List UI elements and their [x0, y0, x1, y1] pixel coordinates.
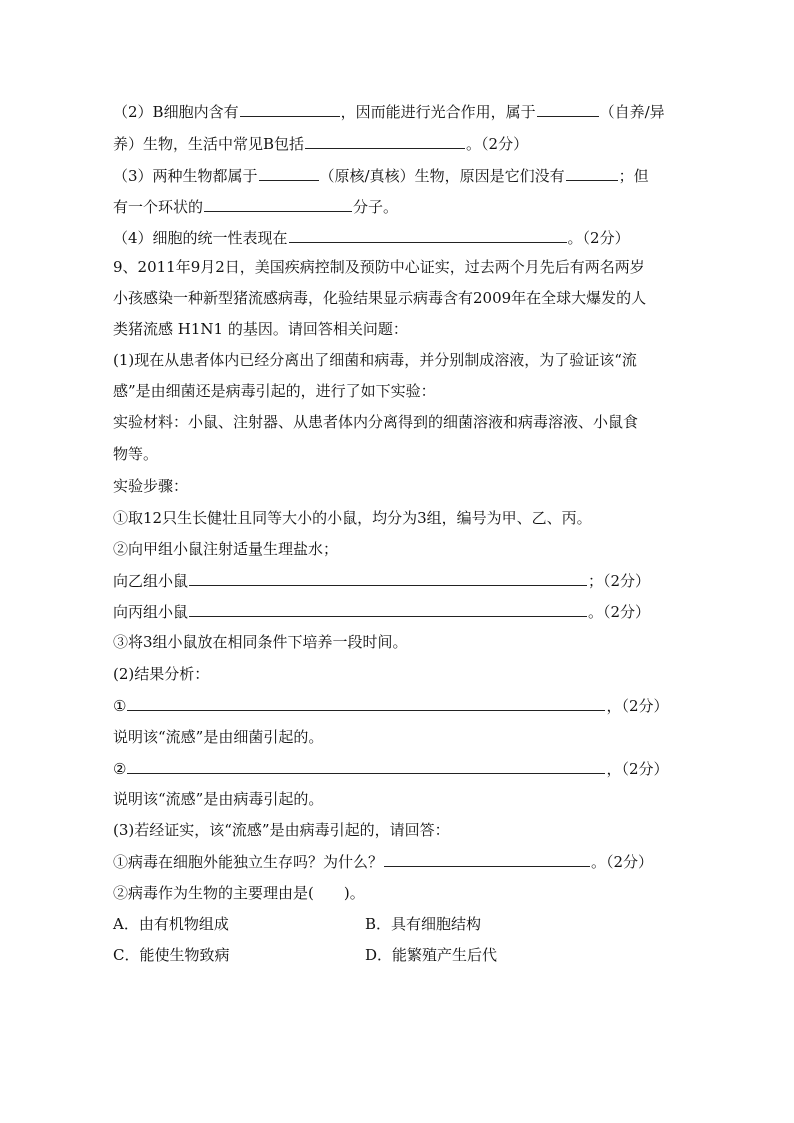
- q9-step-1: ①取12只生长健壮且同等大小的小鼠，均分为3组，编号为甲、乙、丙。: [113, 509, 592, 527]
- q9-part3-q2: ②病毒作为生物的主要理由是( )。: [113, 884, 365, 902]
- q9-intro-1: 9、2011年9月2日，美国疾病控制及预防中心证实，过去两个月先后有两名两岁: [113, 258, 645, 276]
- q9-intro-2: 小孩感染一种新型猪流感病毒，化验结果显示病毒含有2009年在全球大爆发的人: [113, 289, 647, 307]
- result-1-mark: ①: [113, 697, 127, 715]
- result-1-end: ，（2分）: [606, 697, 669, 715]
- blank-q3-type[interactable]: [259, 164, 319, 181]
- blank-q2-type[interactable]: [537, 100, 599, 117]
- q9-materials-1: 实验材料：小鼠、注射器、从患者体内分离得到的细菌溶液和病毒溶液、小鼠食: [113, 413, 639, 431]
- group-b-label: 向乙组小鼠: [113, 572, 189, 590]
- q3-text: ；但: [618, 167, 649, 185]
- q9-part3-q1-line: [113, 850, 685, 872]
- option-b[interactable]: B．具有细胞结构: [365, 915, 482, 933]
- q9-group-c-line: [113, 600, 685, 622]
- blank-group-b[interactable]: [189, 569, 587, 586]
- blank-q3-reason[interactable]: [566, 164, 618, 181]
- q3-line-1: [113, 164, 685, 186]
- q9-part3-title: (3)若经证实，该“流感”是由病毒引起的，请回答：: [113, 821, 450, 839]
- q9-intro-3: 类猪流感 H1N1 的基因。请回答相关问题：: [113, 320, 408, 338]
- q9-steps-title: 实验步骤：: [113, 477, 189, 495]
- q3-line-2: [113, 195, 685, 217]
- result-2-end: ，（2分）: [606, 760, 669, 778]
- group-c-label: 向丙组小鼠: [113, 603, 189, 621]
- blank-result-2[interactable]: [127, 757, 605, 774]
- blank-group-c[interactable]: [189, 600, 587, 617]
- option-d[interactable]: D．能繁殖产生后代: [365, 946, 498, 964]
- q9-part2-title: (2)结果分析：: [113, 665, 210, 683]
- q9-part1-line-1: (1)现在从患者体内已经分离出了细菌和病毒，并分别制成溶液，为了验证该“流: [113, 351, 637, 369]
- q9-result-1-line: [113, 694, 685, 716]
- q2-text: 养）生物，生活中常见B包括: [113, 135, 305, 153]
- option-c[interactable]: C．能使生物致病: [113, 946, 230, 964]
- q9-step-3: ③将3组小鼠放在相同条件下培养一段时间。: [113, 633, 408, 651]
- q2-line-2: [113, 132, 685, 154]
- q9-result-2-line: [113, 757, 685, 779]
- q3-text: 有一个环状的: [113, 198, 204, 216]
- part3-q1-end: 。（2分）: [591, 853, 654, 871]
- part3-q1-text: ①病毒在细胞外能独立生存吗？为什么？: [113, 853, 384, 871]
- blank-part3-q1[interactable]: [384, 850, 590, 867]
- q9-result-2-conclusion: 说明该“流感”是由病毒引起的。: [113, 790, 324, 808]
- blank-q2-examples[interactable]: [305, 132, 465, 149]
- q3-text: （原核/真核）生物，原因是它们没有: [319, 167, 565, 185]
- q2-line-1: [113, 100, 685, 122]
- blank-q3-molecule[interactable]: [204, 195, 352, 212]
- q2-text: 。（2分）: [466, 135, 529, 153]
- q2-text: （2）B细胞内含有: [113, 103, 239, 121]
- group-b-end: ；（2分）: [588, 572, 651, 590]
- q2-text: ，因而能进行光合作用，属于: [340, 103, 536, 121]
- q3-text: （3）两种生物都属于: [113, 167, 258, 185]
- q4-text: （4）细胞的统一性表现在: [113, 229, 288, 247]
- q2-text: （自养/异: [599, 103, 665, 121]
- q4-line: [113, 226, 685, 248]
- blank-q2-substance[interactable]: [240, 100, 340, 117]
- option-a[interactable]: A．由有机物组成: [113, 915, 229, 933]
- blank-q4-unity[interactable]: [289, 226, 567, 243]
- q9-group-b-line: [113, 569, 685, 591]
- blank-result-1[interactable]: [127, 694, 605, 711]
- q9-materials-2: 物等。: [113, 445, 159, 463]
- q9-step-2: ②向甲组小鼠注射适量生理盐水；: [113, 540, 339, 558]
- group-c-end: 。（2分）: [588, 603, 651, 621]
- q9-result-1-conclusion: 说明该“流感”是由细菌引起的。: [113, 728, 324, 746]
- q3-text: 分子。: [353, 198, 399, 216]
- q4-text: 。（2分）: [567, 229, 630, 247]
- result-2-mark: ②: [113, 760, 127, 778]
- q9-part1-line-2: 感”是由细菌还是病毒引起的，进行了如下实验：: [113, 382, 436, 400]
